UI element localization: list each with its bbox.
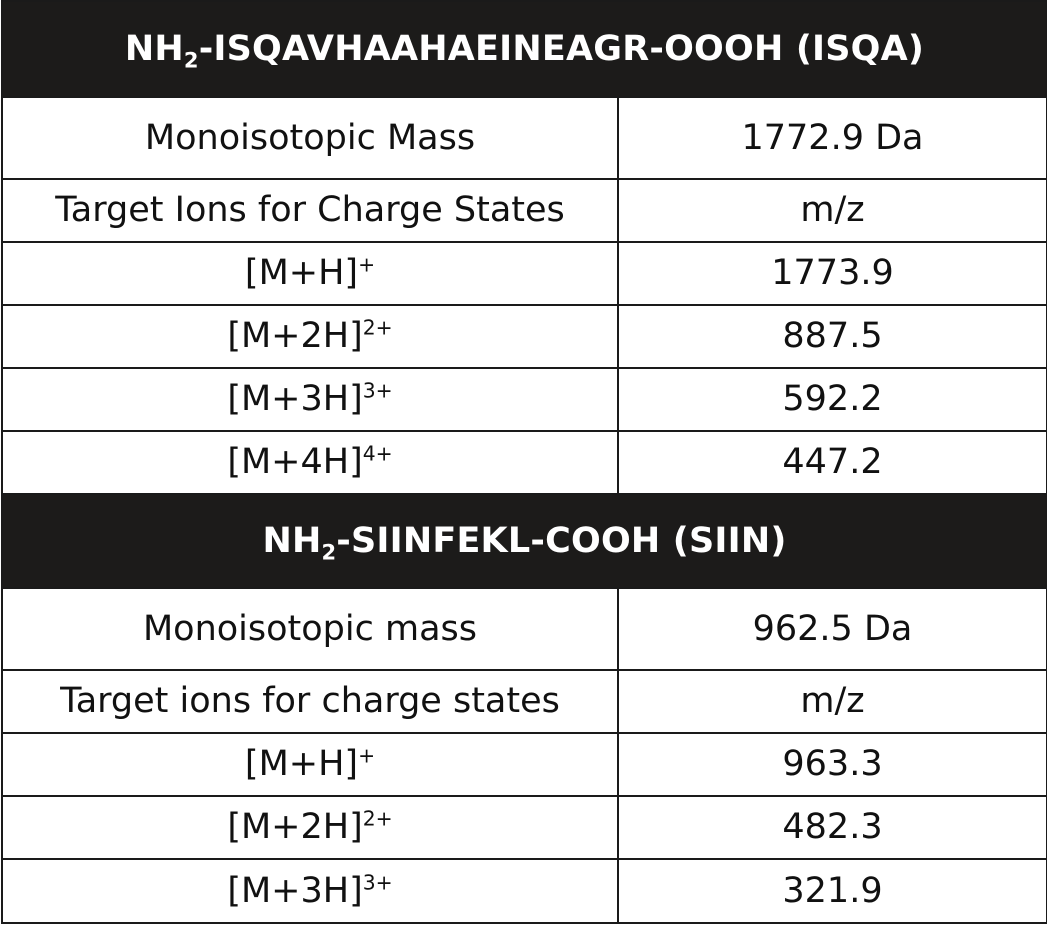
ion-charge: 3+: [362, 869, 393, 894]
siin-mass-value: 962.5 Da: [618, 588, 1047, 670]
siin-ions-unit: m/z: [618, 670, 1047, 733]
isqa-mass-row: [2, 97, 1047, 179]
ion-base: [M+H]: [244, 253, 359, 293]
siin-ions-header-row: [2, 670, 1047, 733]
siin-header-prefix: NH: [262, 520, 322, 561]
ion-mz-value: 321.9: [618, 859, 1047, 923]
ion-label-cell: [2, 368, 618, 431]
ion-charge: +: [358, 252, 376, 277]
isqa-ions-header-row: [2, 179, 1047, 242]
ion-charge: +: [358, 743, 376, 768]
siin-header-sequence: -SIINFEKL-COOH (SIIN): [336, 520, 787, 561]
ion-mz-value: 482.3: [618, 796, 1047, 859]
siin-ions-label: Target ions for charge states: [2, 670, 618, 733]
table-row: [2, 368, 1047, 431]
ion-label-cell: [2, 431, 618, 494]
ion-mz-value: 963.3: [618, 733, 1047, 796]
siin-header-subscript: 2: [321, 539, 337, 564]
ion-mz-value: 1773.9: [618, 242, 1047, 305]
isqa-header-sequence: -ISQAVHAAHAEINEAGR-OOOH (ISQA): [198, 28, 925, 69]
ion-mz-value: 447.2: [618, 431, 1047, 494]
siin-mass-label: Monoisotopic mass: [2, 588, 618, 670]
isqa-mass-value: 1772.9 Da: [618, 97, 1047, 179]
peptide-mass-table: [1, 0, 1047, 924]
ion-label-cell: [2, 859, 618, 923]
ion-base: [M+3H]: [227, 870, 363, 911]
siin-header-row: [2, 494, 1047, 588]
ion-charge: 4+: [362, 441, 393, 466]
table-row: [2, 733, 1047, 796]
ion-base: [M+2H]: [227, 316, 363, 356]
ion-mz-value: 592.2: [618, 368, 1047, 431]
ion-label-cell: [2, 305, 618, 368]
isqa-ions-label: Target Ions for Charge States: [2, 179, 618, 242]
table-row: [2, 242, 1047, 305]
siin-mass-row: [2, 588, 1047, 670]
table-row: [2, 859, 1047, 923]
ion-base: [M+4H]: [227, 442, 363, 482]
ion-base: [M+3H]: [227, 379, 363, 419]
ion-charge: 3+: [362, 378, 393, 403]
isqa-ions-unit: m/z: [618, 179, 1047, 242]
isqa-header-prefix: NH: [124, 28, 184, 69]
ion-charge: 2+: [362, 806, 393, 831]
isqa-mass-label: Monoisotopic Mass: [2, 97, 618, 179]
siin-header-cell: [2, 494, 1047, 588]
isqa-header-subscript: 2: [183, 47, 199, 72]
ion-charge: 2+: [362, 315, 393, 340]
ion-label-cell: [2, 733, 618, 796]
ion-label-cell: [2, 242, 618, 305]
table-row: [2, 796, 1047, 859]
isqa-header-cell: [2, 1, 1047, 97]
ion-base: [M+2H]: [227, 807, 363, 847]
table-row: [2, 431, 1047, 494]
ion-label-cell: [2, 796, 618, 859]
isqa-header-row: [2, 1, 1047, 97]
ion-mz-value: 887.5: [618, 305, 1047, 368]
ion-base: [M+H]: [244, 744, 359, 784]
table-row: [2, 305, 1047, 368]
